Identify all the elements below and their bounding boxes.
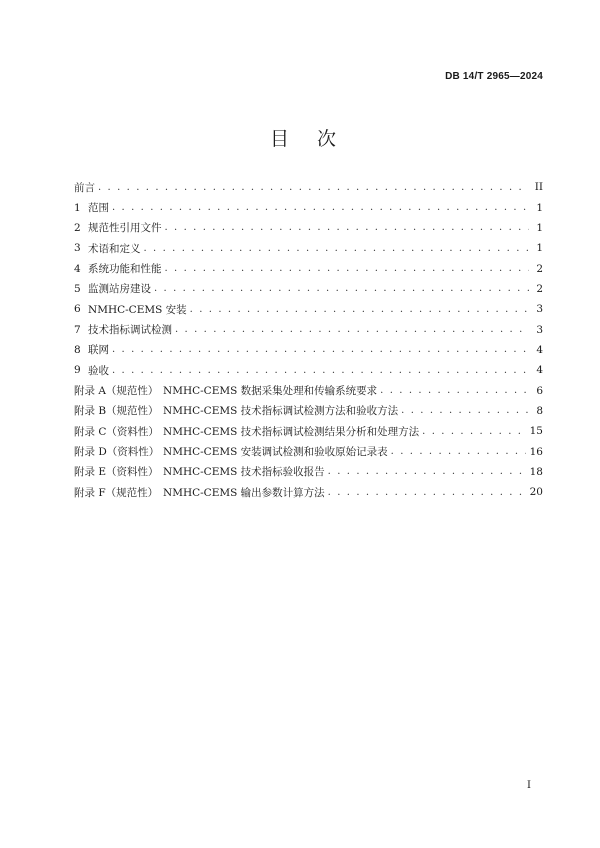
toc-entry-page: 1 (536, 221, 543, 234)
leader-dots (422, 426, 525, 437)
leader-dots (380, 385, 529, 396)
toc-entry-title: NMHC-CEMS 数据采集处理和传输系统要求 (163, 385, 378, 398)
leader-dots (165, 263, 530, 274)
leader-dots (98, 182, 529, 193)
toc-entry[interactable] (74, 258, 543, 278)
toc-entry-page: 15 (529, 425, 543, 438)
toc-entry-page: 20 (529, 486, 543, 499)
toc-entry-page: 2 (536, 282, 543, 295)
toc-entry[interactable] (74, 360, 543, 380)
toc-appendix-entry[interactable] (74, 380, 543, 400)
standard-number: DB 14/T 2965—2024 (445, 71, 543, 82)
toc-entry-page: 1 (536, 242, 543, 255)
toc-entry[interactable] (74, 340, 543, 360)
appendix-label: 附录 C（资料性） (74, 425, 159, 438)
toc-entry-title: 技术指标调试检测 (88, 324, 172, 337)
toc-entry-page: 4 (536, 364, 543, 377)
leader-dots (401, 405, 529, 416)
toc-entry-page: II (534, 181, 543, 194)
toc-entry-page: 16 (529, 445, 543, 458)
toc-entry-title: NMHC-CEMS 安装 (88, 303, 187, 316)
leader-dots (175, 324, 529, 335)
toc-entry[interactable] (74, 279, 543, 299)
toc-entry-title: NMHC-CEMS 技术指标调试检测结果分析和处理方法 (163, 425, 420, 438)
toc-entry-number: 1 (74, 201, 81, 214)
leader-dots (112, 365, 529, 376)
toc-appendix-entry[interactable] (74, 441, 543, 461)
toc-entry-title: NMHC-CEMS 技术指标调试检测方法和验收方法 (163, 405, 399, 418)
toc-entry-title: 联网 (88, 344, 109, 357)
toc-entry-title: 前言 (74, 181, 95, 194)
toc-entry-title: NMHC-CEMS 技术指标验收报告 (163, 466, 325, 479)
appendix-label: 附录 F（规范性） (74, 486, 159, 499)
toc-appendix-entry[interactable] (74, 421, 543, 441)
toc-entry-page: 18 (529, 465, 543, 478)
leader-dots (190, 304, 529, 315)
toc-entry-page: 4 (536, 343, 543, 356)
toc-appendix-entry[interactable] (74, 401, 543, 421)
leader-dots (328, 466, 526, 477)
toc-entry[interactable] (74, 238, 543, 258)
toc-appendix-entry[interactable] (74, 482, 543, 502)
leader-dots (112, 344, 529, 355)
toc-entry-title: 规范性引用文件 (88, 222, 162, 235)
page-title: 目 次 (269, 128, 337, 150)
toc-entry[interactable] (74, 218, 543, 238)
toc-entry-title: 验收 (88, 364, 109, 377)
toc-entry-number: 6 (74, 303, 81, 316)
leader-dots (165, 222, 530, 233)
appendix-label: 附录 A（规范性） (74, 385, 159, 398)
leader-dots (112, 202, 529, 213)
toc-entry-page: 3 (536, 303, 543, 316)
toc-entry-page: 6 (536, 384, 543, 397)
toc-entry-foreword[interactable] (74, 177, 543, 197)
toc-entry-page: 3 (536, 323, 543, 336)
toc-entry-title: 范围 (88, 202, 109, 215)
toc-entry-page: 2 (536, 262, 543, 275)
appendix-label: 附录 B（规范性） (74, 405, 159, 418)
toc-entry-number: 7 (74, 323, 81, 336)
toc-entry-title: NMHC-CEMS 安装调试检测和验收原始记录表 (163, 446, 388, 459)
toc-entry-title: 术语和定义 (88, 242, 141, 255)
toc-entry-page: 1 (536, 201, 543, 214)
leader-dots (144, 243, 530, 254)
toc-entry-number: 3 (74, 242, 81, 255)
appendix-label: 附录 D（资料性） (74, 446, 160, 459)
toc-entry[interactable] (74, 299, 543, 319)
appendix-label: 附录 E（资料性） (74, 466, 159, 479)
toc-entry-number: 4 (74, 262, 81, 275)
leader-dots (391, 446, 526, 457)
toc-entry-number: 9 (74, 364, 81, 377)
toc-entry-number: 2 (74, 221, 81, 234)
toc-entry-title: NMHC-CEMS 输出参数计算方法 (163, 486, 325, 499)
toc-entry-page: 8 (536, 404, 543, 417)
leader-dots (154, 283, 529, 294)
table-of-contents (74, 177, 543, 503)
toc-entry[interactable] (74, 319, 543, 339)
toc-entry-title: 监测站房建设 (88, 283, 151, 296)
page-number: I (527, 780, 531, 791)
toc-entry-title: 系统功能和性能 (88, 263, 162, 276)
toc-entry[interactable] (74, 197, 543, 217)
toc-appendix-entry[interactable] (74, 462, 543, 482)
toc-entry-number: 5 (74, 282, 81, 295)
leader-dots (328, 487, 526, 498)
toc-entry-number: 8 (74, 343, 81, 356)
